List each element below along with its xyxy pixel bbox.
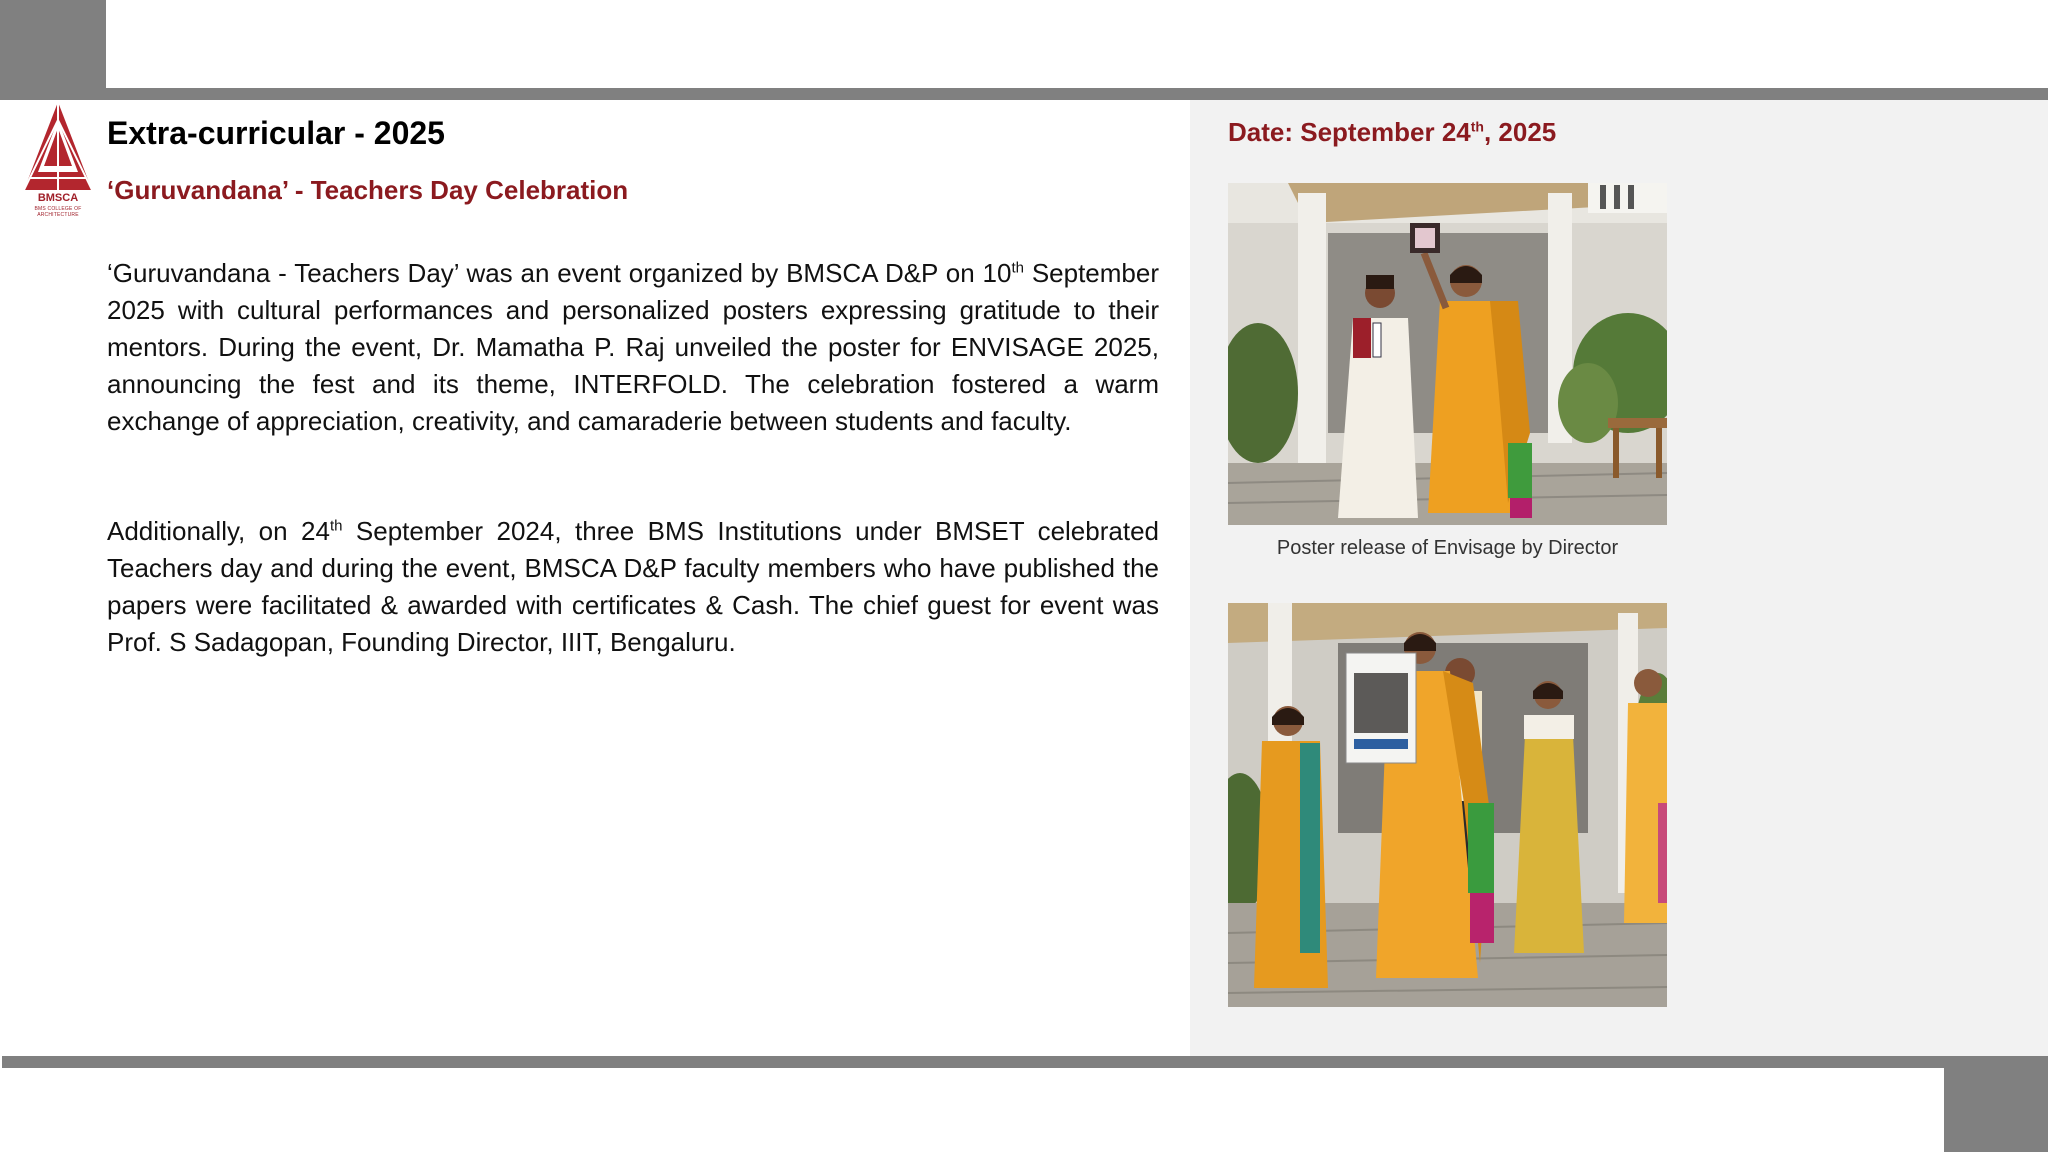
bottom-divider-bar [2, 1056, 2048, 1068]
logo-text: BMSCA [37, 192, 79, 204]
bmsca-logo [20, 100, 96, 218]
bottom-right-corner-block [1944, 1056, 2048, 1152]
date-superscript: th [1470, 118, 1484, 135]
paragraph-2 [107, 513, 1159, 661]
logo-subtext: BMS COLLEGE OF ARCHITECTURE [34, 206, 82, 218]
paragraph-2-superscript: th [329, 517, 343, 535]
top-left-corner-block [0, 0, 106, 100]
photo-poster-release [1228, 183, 1667, 525]
photo-caption-1: Poster release of Envisage by Director [1276, 537, 1619, 559]
paragraph-1-part2: September 2025 with cultural performances and personalized posters expressing gratitude to their mentors. During the event, Dr. Mamatha P. Raj unveiled the poster for ENVISAGE 2025, announcing the fest and its theme, INTERFOLD. The celebration fostered a warm exchange of appreciation, creativity, and camaraderie between students and faculty. [107, 258, 1160, 436]
event-date [1228, 117, 1556, 148]
photo-faculty-group [1228, 603, 1667, 1007]
page-subtitle: ‘Guruvandana’ - Teachers Day Celebration [107, 175, 629, 205]
bmsca-logo-icon [20, 100, 96, 192]
paragraph-1-superscript: th [1011, 259, 1024, 277]
date-prefix: Date: September 24 [1228, 117, 1471, 147]
top-divider-bar [0, 88, 2048, 100]
date-suffix: , 2025 [1483, 117, 1557, 147]
paragraph-2-part2: September 2024, three BMS Institutions under BMSET celebrated Teachers day and during the event, BMSCA D&P faculty members who have published the papers were facilitated & awarded with certificates & Cash. The chief guest for event was Prof. S Sadagopan, Founding Director, IIIT, Bengaluru. [107, 516, 1159, 657]
page-title: Extra-curricular - 2025 [107, 115, 445, 151]
paragraph-1 [107, 255, 1159, 440]
paragraph-2-part1: Additionally, on 24 [107, 516, 330, 546]
paragraph-1-part1: ‘Guruvandana - Teachers Day’ was an event organized by BMSCA D&P on 10 [107, 258, 1012, 288]
